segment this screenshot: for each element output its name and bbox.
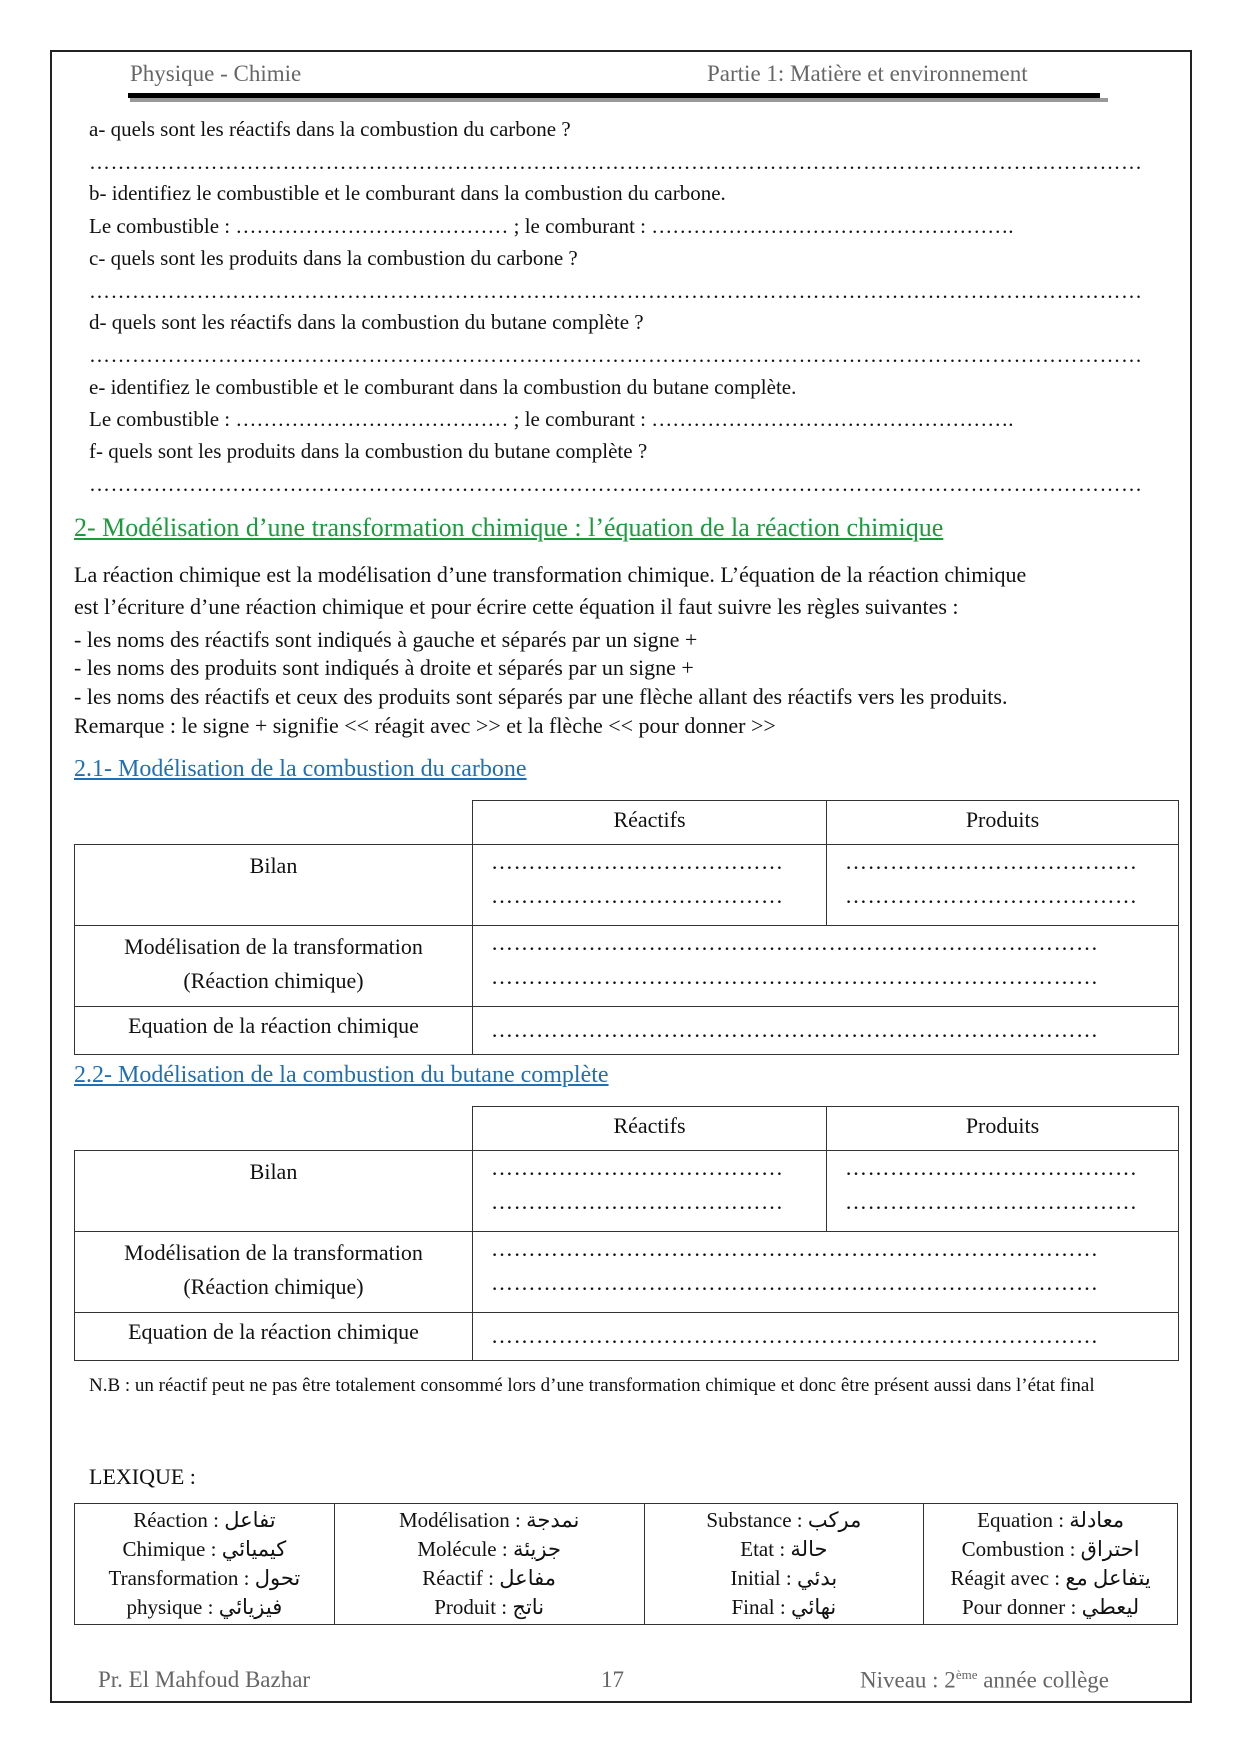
answer-line-f[interactable]: ………………………………………………………………………………………………………………………………… (89, 472, 1143, 496)
subsection-2-1-title: 2.1- Modélisation de la combustion du carbone (74, 756, 527, 782)
bilan-produits-cell[interactable]: ………………………………… ………………………………… (827, 1151, 1179, 1232)
nota-bene: N.B : un réactif peut ne pas être totalement consommé lors d’une transformation chimique et donc être présent aussi dans l’état final (89, 1375, 1095, 1396)
question-e: e- identifiez le combustible et le comburant dans la combustion du butane complète. (89, 375, 797, 399)
answer-line-c[interactable]: ………………………………………………………………………………………………………………………………… (89, 279, 1143, 303)
question-c: c- quels sont les produits dans la combustion du carbone ? (89, 246, 578, 270)
carbon-model-table (74, 800, 1179, 1055)
answer-b[interactable]: Le combustible : ………………………………… ; le comburant : ……………………………………………. (89, 214, 1014, 238)
lexique-col-4: Equation : معادلة Combustion : احتراق Réagit avec : يتفاعل مع Pour donner : ليعطي (924, 1504, 1178, 1625)
bilan-label: Bilan (75, 845, 473, 926)
footer-author: Pr. El Mahfoud Bazhar (98, 1667, 311, 1692)
equation-label: Equation de la réaction chimique (75, 1007, 473, 1055)
equation-label: Equation de la réaction chimique (75, 1313, 473, 1361)
footer-level: Niveau : 2ème année collège (860, 1667, 1109, 1693)
answer-e[interactable]: Le combustible : ………………………………… ; le comburant : ……………………………………………. (89, 407, 1014, 431)
header-part: Partie 1: Matière et environnement (707, 61, 1028, 86)
bilan-produits-cell[interactable]: ………………………………… ………………………………… (827, 845, 1179, 926)
modelisation-label: Modélisation de la transformation (Réaction chimique) (75, 926, 473, 1007)
bilan-reactifs-cell[interactable]: ………………………………… ………………………………… (473, 1151, 827, 1232)
answer-line-a[interactable]: ………………………………………………………………………………………………………………………………… (89, 150, 1143, 174)
rule-3: - les noms des réactifs et ceux des produits sont séparés par une flèche allant des réactifs vers les produits. (74, 684, 1008, 709)
equation-answer-cell[interactable]: ……………………………………………………………………… (473, 1007, 1179, 1055)
bilan-reactifs-cell[interactable]: ………………………………… ………………………………… (473, 845, 827, 926)
produits-header: Produits (827, 801, 1179, 845)
reactifs-header: Réactifs (473, 1107, 827, 1151)
question-f: f- quels sont les produits dans la combustion du butane complète ? (89, 439, 648, 463)
header-rule (128, 93, 1100, 98)
reactifs-header: Réactifs (473, 801, 827, 845)
subsection-2-2-title: 2.2- Modélisation de la combustion du butane complète (74, 1062, 609, 1088)
modelisation-answer-cell[interactable]: ……………………………………………………………………… ……………………………………………………………………… (473, 1232, 1179, 1313)
table-corner (75, 801, 473, 845)
answer-line-d[interactable]: ………………………………………………………………………………………………………………………………… (89, 343, 1143, 367)
lexique-col-3: Substance : مركب Etat : حالة Initial : بدئي Final : نهائي (644, 1504, 924, 1625)
lexique-col-1: Réaction : تفاعل Chimique : كيميائي Transformation : تحول physique : فيزيائي (75, 1504, 335, 1625)
table-corner (75, 1107, 473, 1151)
rule-2: - les noms des produits sont indiqués à droite et séparés par un signe + (74, 655, 694, 680)
lexique-title: LEXIQUE : (89, 1464, 196, 1489)
modelisation-label: Modélisation de la transformation (Réaction chimique) (75, 1232, 473, 1313)
modelisation-answer-cell[interactable]: ……………………………………………………………………… ……………………………………………………………………… (473, 926, 1179, 1007)
lexique-table (74, 1503, 1178, 1625)
rule-1: - les noms des réactifs sont indiqués à gauche et séparés par un signe + (74, 627, 698, 652)
bilan-label: Bilan (75, 1151, 473, 1232)
butane-model-table (74, 1106, 1179, 1361)
lexique-col-2: Modélisation : نمدجة Molécule : جزيئة Réactif : مفاعل Produit : ناتج (334, 1504, 644, 1625)
section-2-para-2: est l’écriture d’une réaction chimique et pour écrire cette équation il faut suivre les règles suivantes : (74, 594, 959, 619)
remark: Remarque : le signe + signifie << réagit avec >> et la flèche << pour donner >> (74, 713, 776, 738)
produits-header: Produits (827, 1107, 1179, 1151)
question-d: d- quels sont les réactifs dans la combustion du butane complète ? (89, 310, 644, 334)
equation-answer-cell[interactable]: ……………………………………………………………………… (473, 1313, 1179, 1361)
header-subject: Physique - Chimie (130, 61, 302, 86)
section-2-title: 2- Modélisation d’une transformation chimique : l’équation de la réaction chimique (74, 513, 944, 542)
footer-page-number: 17 (601, 1667, 624, 1692)
header-rule-shadow (130, 98, 1108, 102)
question-b: b- identifiez le combustible et le comburant dans la combustion du carbone. (89, 181, 726, 205)
section-2-para-1: La réaction chimique est la modélisation d’une transformation chimique. L’équation de la réaction chimique (74, 562, 1027, 587)
question-a: a- quels sont les réactifs dans la combustion du carbone ? (89, 117, 571, 141)
